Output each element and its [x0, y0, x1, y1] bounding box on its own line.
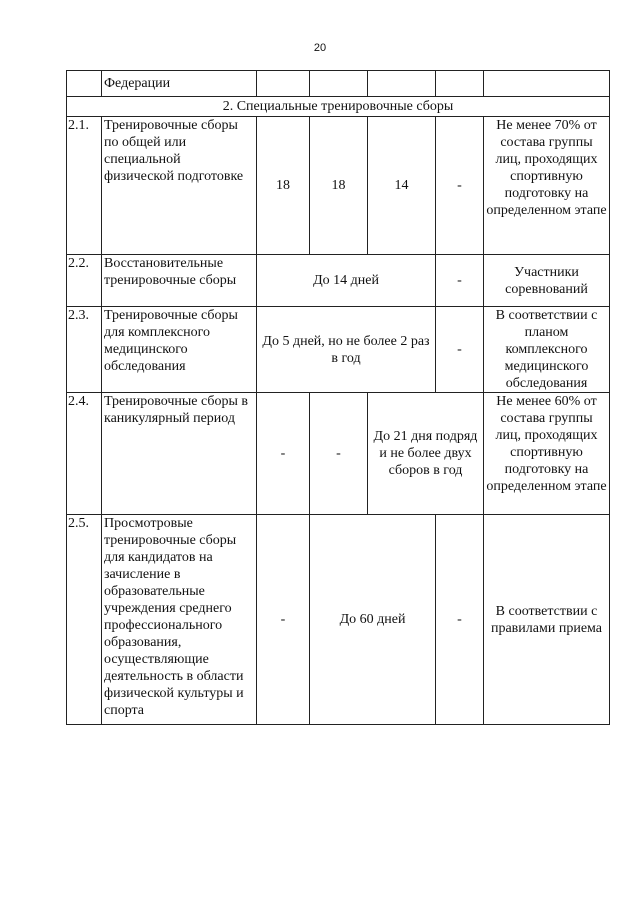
row-note: Не менее 70% от состава группы лиц, проходящих спортивную подготовку на определенном этапе [484, 117, 610, 255]
row-name: Восстановительные тренировочные сборы [102, 255, 257, 307]
cell-value: - [257, 393, 310, 515]
row-name: Тренировочные сборы для комплексного медицинского обследования [102, 307, 257, 393]
row-name: Тренировочные сборы по общей или специальной физической подготовке [102, 117, 257, 255]
cell-value: - [310, 393, 368, 515]
table-row [67, 117, 610, 255]
merged-cell: До 14 дней [257, 255, 436, 307]
cell-value: 14 [368, 117, 436, 255]
row-number: 2.5. [67, 515, 102, 725]
row-number [67, 71, 102, 97]
cell-value: - [257, 515, 310, 725]
table-row [67, 393, 610, 515]
cell-value: 18 [310, 117, 368, 255]
table-row [67, 255, 610, 307]
row-number: 2.4. [67, 393, 102, 515]
row-note: В соответствии с правилами приема [484, 515, 610, 725]
row-number: 2.3. [67, 307, 102, 393]
cell-value: - [436, 255, 484, 307]
section-title: 2. Специальные тренировочные сборы [67, 97, 610, 117]
row-name: Федерации [102, 71, 257, 97]
merged-cell: До 60 дней [310, 515, 436, 725]
merged-cell: До 5 дней, но не более 2 раз в год [257, 307, 436, 393]
row-note: Участники соревнований [484, 255, 610, 307]
table-row [67, 307, 610, 393]
cell-value: 18 [257, 117, 310, 255]
training-camps-table [66, 70, 610, 725]
cell-value: - [436, 515, 484, 725]
row-name: Тренировочные сборы в каникулярный период [102, 393, 257, 515]
section-header-row [67, 97, 610, 117]
page-number: 20 [313, 42, 327, 54]
row-note: В соответствии с планом комплексного медицинского обследования [484, 307, 610, 393]
cell-value: - [436, 117, 484, 255]
row-note: Не менее 60% от состава группы лиц, проходящих спортивную подготовку на определенном этапе [484, 393, 610, 515]
merged-cell: До 21 дня подряд и не более двух сборов в год [368, 393, 484, 515]
table-row [67, 71, 610, 97]
row-name: Просмотровые тренировочные сборы для кандидатов на зачисление в образовательные учреждения среднего профессионального образования, осуществляющие деятельность в области физической культуры и спорта [102, 515, 257, 725]
table-row [67, 515, 610, 725]
row-number: 2.1. [67, 117, 102, 255]
cell-value: - [436, 307, 484, 393]
row-number: 2.2. [67, 255, 102, 307]
